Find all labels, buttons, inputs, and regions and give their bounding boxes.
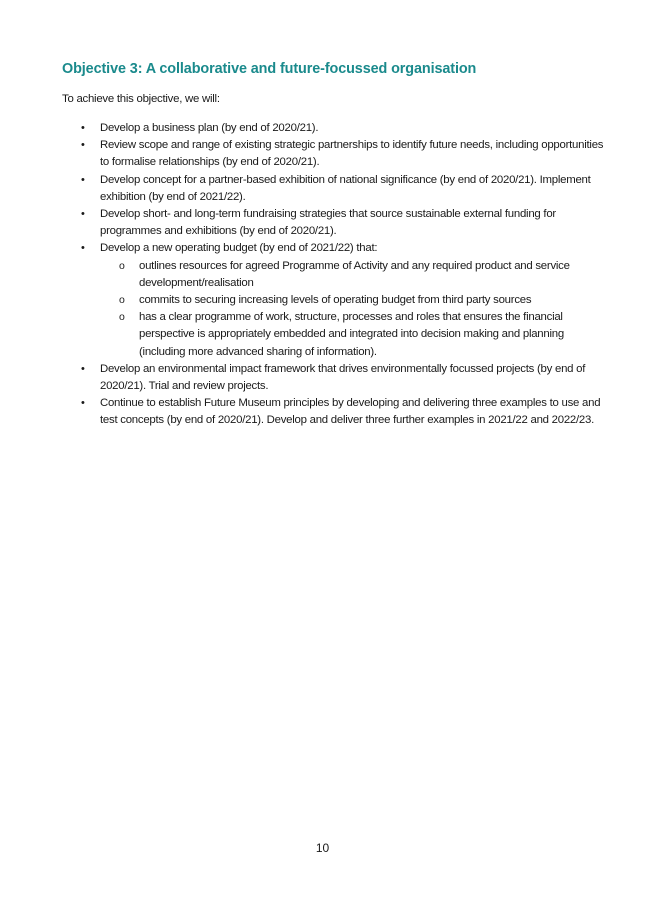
bullet-dot-icon: • — [81, 362, 85, 375]
bullet-dot-icon: • — [81, 208, 85, 221]
sub-bullet-circle-icon: o — [119, 311, 125, 324]
bullet-line: to formalise relationships (by end of 2020/21). — [100, 156, 320, 169]
sub-bullet-list — [100, 258, 607, 361]
sub-bullet-line: perspective is appropriately embedded and integrated into decision making and planning — [139, 328, 564, 341]
bullet-line: Develop a new operating budget (by end of 2021/22) that: — [100, 242, 378, 255]
bullet-line: Develop concept for a partner-based exhibition of national significance (by end of 2020/21). Implement — [100, 173, 591, 186]
page-number: 10 — [315, 841, 330, 855]
bullet-item — [62, 240, 607, 360]
sub-bullet-line: development/realisation — [139, 276, 254, 289]
bullet-line: test concepts (by end of 2020/21). Develop and deliver three further examples in 2021/22 and 2022/23. — [100, 414, 594, 427]
sub-bullet-circle-icon: o — [119, 259, 125, 272]
sub-bullet-line: commits to securing increasing levels of operating budget from third party sources — [139, 294, 532, 307]
bullet-item — [62, 120, 607, 137]
bullet-dot-icon: • — [81, 122, 85, 134]
bullet-item — [62, 137, 607, 171]
bullet-line: Continue to establish Future Museum principles by developing and delivering three examples to use and — [100, 397, 601, 410]
bullet-dot-icon: • — [81, 173, 85, 186]
bullet-line: exhibition (by end of 2021/22). — [100, 190, 246, 203]
sub-bullet-item — [100, 292, 607, 309]
intro-text: To achieve this objective, we will: — [62, 93, 220, 105]
bullet-item — [62, 361, 607, 395]
bullet-dot-icon: • — [81, 242, 85, 255]
bullet-dot-icon: • — [81, 139, 85, 152]
bullet-dot-icon: • — [81, 397, 85, 410]
bullet-line: Review scope and range of existing strategic partnerships to identify future needs, including opportunities — [100, 139, 604, 152]
bullet-line: Develop an environmental impact framework that drives environmentally focussed projects (by end of — [100, 362, 586, 375]
bullet-line: Develop a business plan (by end of 2020/21). — [100, 122, 319, 134]
bullet-line: Develop short- and long-term fundraising strategies that source sustainable external funding for — [100, 208, 556, 221]
bullet-item — [62, 206, 607, 240]
bullet-line: programmes and exhibitions (by end of 2020/21). — [100, 225, 337, 238]
bullet-line: 2020/21). Trial and review projects. — [100, 380, 269, 393]
section-heading: Objective 3: A collaborative and future-focussed organisation — [62, 61, 477, 77]
sub-bullet-item — [100, 309, 607, 361]
bullet-item — [62, 395, 607, 429]
sub-bullet-item — [100, 258, 607, 292]
sub-bullet-circle-icon: o — [119, 294, 125, 307]
objective-bullet-list — [62, 120, 607, 430]
sub-bullet-line: (including more advanced sharing of information). — [139, 345, 377, 358]
sub-bullet-line: outlines resources for agreed Programme of Activity and any required product and service — [139, 259, 570, 272]
bullet-item — [62, 172, 607, 206]
sub-bullet-line: has a clear programme of work, structure, processes and roles that ensures the financial — [139, 311, 563, 324]
